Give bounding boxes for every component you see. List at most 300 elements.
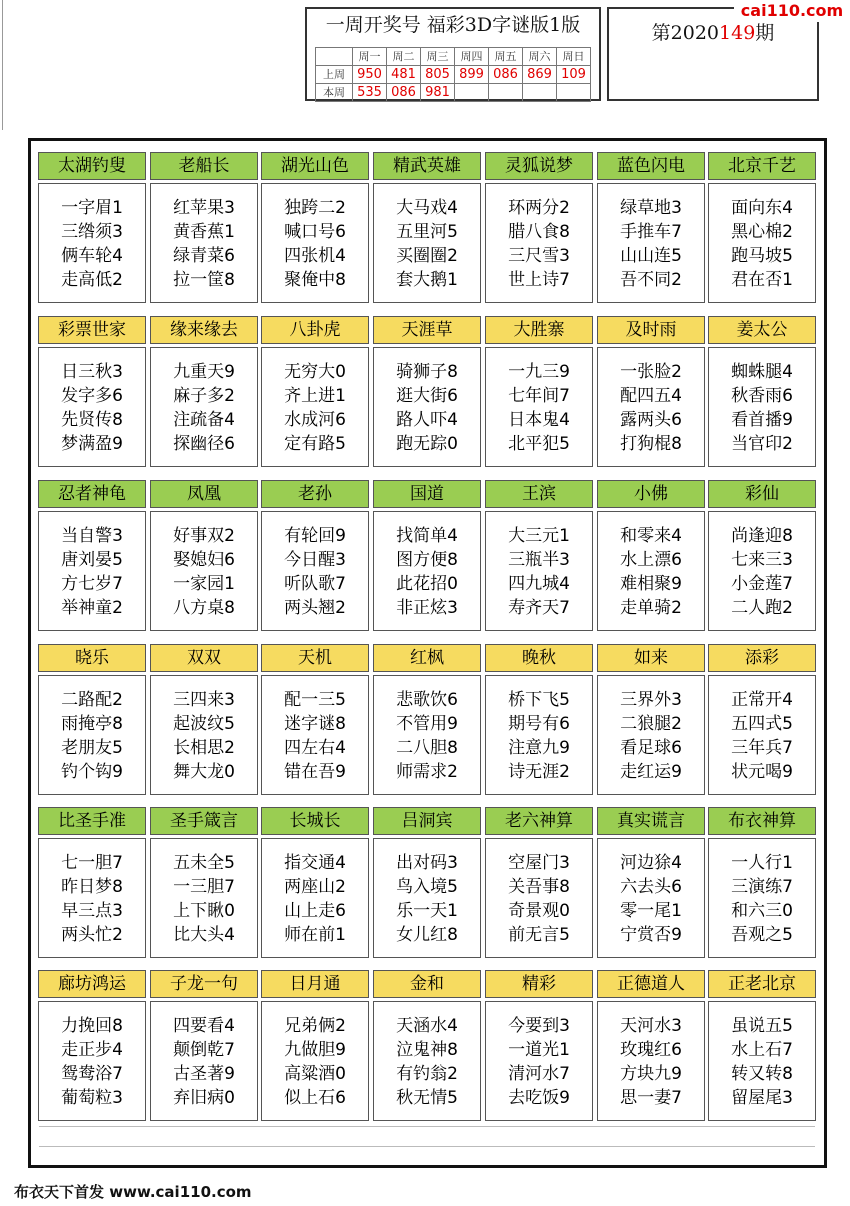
riddle-card-body bbox=[261, 675, 369, 795]
riddle-line: 期号有6 bbox=[508, 714, 570, 734]
riddle-line: 宁赏否9 bbox=[620, 925, 682, 945]
riddle-card-body bbox=[708, 183, 816, 303]
riddle-line: 难相聚9 bbox=[620, 574, 682, 594]
riddle-line: 留屋尾3 bbox=[731, 1088, 793, 1108]
riddle-card bbox=[373, 644, 481, 795]
riddle-card-title: 天涯草 bbox=[373, 316, 481, 344]
riddle-line: 七一胆7 bbox=[61, 853, 123, 873]
riddle-line: 当官印2 bbox=[731, 434, 793, 454]
riddle-card-body bbox=[485, 183, 593, 303]
riddle-line: 三界外3 bbox=[620, 690, 682, 710]
riddle-line: 买圈圈2 bbox=[396, 246, 458, 266]
riddle-card bbox=[38, 480, 146, 631]
riddle-card bbox=[485, 807, 593, 958]
riddle-card bbox=[150, 316, 258, 467]
riddle-line: 蜘蛛腿4 bbox=[731, 362, 793, 382]
riddle-card bbox=[597, 644, 705, 795]
riddle-card bbox=[708, 152, 816, 303]
riddle-card bbox=[38, 970, 146, 1121]
riddle-card-title: 长城长 bbox=[261, 807, 369, 835]
draw-number: 086 bbox=[489, 66, 523, 84]
riddle-line: 有钓翁2 bbox=[396, 1064, 458, 1084]
riddle-card bbox=[708, 807, 816, 958]
riddle-line: 雨掩亭8 bbox=[61, 714, 123, 734]
riddle-line: 拉一筐8 bbox=[173, 270, 235, 290]
riddle-line: 高粱酒0 bbox=[284, 1064, 346, 1084]
riddle-line: 配四五4 bbox=[620, 386, 682, 406]
riddle-card-body bbox=[261, 511, 369, 631]
riddle-card-title: 如来 bbox=[597, 644, 705, 672]
draw-number: 899 bbox=[455, 66, 489, 84]
riddle-line: 聚俺中8 bbox=[284, 270, 346, 290]
riddle-line: 娶媳妇6 bbox=[173, 550, 235, 570]
riddle-card bbox=[150, 970, 258, 1121]
riddle-line: 走正步4 bbox=[61, 1040, 123, 1060]
riddle-line: 去吃饭9 bbox=[508, 1088, 570, 1108]
riddle-card-body bbox=[150, 183, 258, 303]
riddle-line: 二狼腿2 bbox=[620, 714, 682, 734]
day-cell: 周四 bbox=[455, 48, 489, 66]
riddle-card bbox=[261, 480, 369, 631]
riddle-card-body bbox=[373, 675, 481, 795]
riddle-card-body bbox=[597, 511, 705, 631]
riddle-line: 日本鬼4 bbox=[508, 410, 570, 430]
riddle-card-title: 添彩 bbox=[708, 644, 816, 672]
weekly-draw-box bbox=[305, 7, 601, 101]
riddle-line: 三演练7 bbox=[731, 877, 793, 897]
riddle-line: 天涵水4 bbox=[396, 1016, 458, 1036]
riddle-card bbox=[708, 644, 816, 795]
riddle-line: 四张机4 bbox=[284, 246, 346, 266]
riddle-card-title: 太湖钓叟 bbox=[38, 152, 146, 180]
weekly-draw-table bbox=[315, 47, 591, 102]
riddle-line: 套大鹅1 bbox=[396, 270, 458, 290]
riddle-line: 麻子多2 bbox=[173, 386, 235, 406]
riddle-card-body bbox=[485, 675, 593, 795]
riddle-card-body bbox=[597, 347, 705, 467]
riddle-card-body bbox=[261, 347, 369, 467]
riddle-line: 看足球6 bbox=[620, 738, 682, 758]
riddle-card-title: 湖光山色 bbox=[261, 152, 369, 180]
riddle-card-body bbox=[150, 675, 258, 795]
riddle-line: 九做胆9 bbox=[284, 1040, 346, 1060]
issue-number-text bbox=[609, 21, 817, 45]
riddle-line: 思一妻7 bbox=[620, 1088, 682, 1108]
riddle-card-body bbox=[150, 347, 258, 467]
issue-suffix: 期 bbox=[755, 22, 775, 44]
draw-number: 086 bbox=[387, 84, 421, 102]
riddle-line: 迷字谜8 bbox=[284, 714, 346, 734]
draw-number bbox=[523, 84, 557, 102]
riddle-card-title: 老船长 bbox=[150, 152, 258, 180]
this-week-label: 本周 bbox=[316, 84, 353, 102]
riddle-line: 世上诗7 bbox=[508, 270, 570, 290]
riddle-line: 上下瞅0 bbox=[173, 901, 235, 921]
riddle-card-body bbox=[38, 183, 146, 303]
riddle-card-body bbox=[150, 1001, 258, 1121]
riddle-line: 三四来3 bbox=[173, 690, 235, 710]
riddle-card-body bbox=[708, 838, 816, 958]
riddle-line: 走单骑2 bbox=[620, 598, 682, 618]
riddle-line: 尚逢迎8 bbox=[731, 526, 793, 546]
riddle-card bbox=[485, 970, 593, 1121]
riddle-line: 无穷大0 bbox=[284, 362, 346, 382]
riddle-grid-frame bbox=[28, 138, 827, 1168]
day-cell: 周二 bbox=[387, 48, 421, 66]
riddle-card-body bbox=[708, 1001, 816, 1121]
riddle-card bbox=[373, 807, 481, 958]
riddle-card bbox=[373, 152, 481, 303]
riddle-line: 骑狮子8 bbox=[396, 362, 458, 382]
riddle-card-body bbox=[373, 1001, 481, 1121]
riddle-card-body bbox=[485, 511, 593, 631]
riddle-line: 手推车7 bbox=[620, 222, 682, 242]
riddle-line: 君在否1 bbox=[731, 270, 793, 290]
riddle-card-body bbox=[261, 183, 369, 303]
riddle-card-body bbox=[485, 347, 593, 467]
riddle-line: 九重天9 bbox=[173, 362, 235, 382]
riddle-card-body bbox=[38, 1001, 146, 1121]
riddle-line: 空屋门3 bbox=[508, 853, 570, 873]
riddle-line: 小金莲7 bbox=[731, 574, 793, 594]
riddle-line: 泣鬼神8 bbox=[396, 1040, 458, 1060]
riddle-line: 鸳鸯浴7 bbox=[61, 1064, 123, 1084]
riddle-card bbox=[597, 480, 705, 631]
riddle-line: 不管用9 bbox=[396, 714, 458, 734]
riddle-line: 弃旧病0 bbox=[173, 1088, 235, 1108]
day-header-row bbox=[316, 48, 591, 66]
riddle-line: 一道光1 bbox=[508, 1040, 570, 1060]
riddle-card bbox=[38, 807, 146, 958]
riddle-line: 寿齐天7 bbox=[508, 598, 570, 618]
riddle-line: 跑无踪0 bbox=[396, 434, 458, 454]
riddle-card-body bbox=[38, 347, 146, 467]
riddle-line: 探幽径6 bbox=[173, 434, 235, 454]
draw-number bbox=[557, 84, 591, 102]
riddle-line: 秋无情5 bbox=[396, 1088, 458, 1108]
riddle-line: 诗无涯2 bbox=[508, 762, 570, 782]
riddle-line: 转又转8 bbox=[731, 1064, 793, 1084]
riddle-card bbox=[261, 316, 369, 467]
rule-line bbox=[39, 1146, 815, 1147]
riddle-line: 乐一天1 bbox=[396, 901, 458, 921]
riddle-card bbox=[373, 480, 481, 631]
riddle-line: 八方桌8 bbox=[173, 598, 235, 618]
riddle-card-body bbox=[708, 347, 816, 467]
riddle-card bbox=[485, 152, 593, 303]
riddle-line: 配一三5 bbox=[284, 690, 346, 710]
riddle-line: 五里河5 bbox=[396, 222, 458, 242]
riddle-line: 三绺须3 bbox=[61, 222, 123, 242]
riddle-line: 错在吾9 bbox=[284, 762, 346, 782]
riddle-line: 此花招0 bbox=[396, 574, 458, 594]
riddle-line: 黄香蕉1 bbox=[173, 222, 235, 242]
riddle-line: 绿青菜6 bbox=[173, 246, 235, 266]
riddle-card-title: 日月通 bbox=[261, 970, 369, 998]
riddle-card-title: 大胜寨 bbox=[485, 316, 593, 344]
riddle-card bbox=[485, 316, 593, 467]
riddle-card-body bbox=[597, 183, 705, 303]
draw-number bbox=[455, 84, 489, 102]
riddle-card-title: 吕洞宾 bbox=[373, 807, 481, 835]
riddle-line: 唐刘晏5 bbox=[61, 550, 123, 570]
riddle-card-title: 金和 bbox=[373, 970, 481, 998]
riddle-card-title: 天机 bbox=[261, 644, 369, 672]
riddle-card-title: 灵狐说梦 bbox=[485, 152, 593, 180]
riddle-card bbox=[150, 807, 258, 958]
riddle-line: 五未全5 bbox=[173, 853, 235, 873]
draw-number: 950 bbox=[353, 66, 387, 84]
riddle-card bbox=[261, 152, 369, 303]
riddle-line: 天河水3 bbox=[620, 1016, 682, 1036]
riddle-line: 听队歌7 bbox=[284, 574, 346, 594]
riddle-line: 图方便8 bbox=[396, 550, 458, 570]
riddle-card-body bbox=[373, 183, 481, 303]
rule-line bbox=[39, 1126, 815, 1127]
riddle-line: 露两头6 bbox=[620, 410, 682, 430]
riddle-line: 打狗棍8 bbox=[620, 434, 682, 454]
riddle-card-title: 缘来缘去 bbox=[150, 316, 258, 344]
riddle-card-title: 晚秋 bbox=[485, 644, 593, 672]
riddle-line: 二八胆8 bbox=[396, 738, 458, 758]
riddle-line: 一九三9 bbox=[508, 362, 570, 382]
riddle-line: 一三胆7 bbox=[173, 877, 235, 897]
riddle-card-title: 廊坊鸿运 bbox=[38, 970, 146, 998]
riddle-line: 独跨二2 bbox=[284, 198, 346, 218]
riddle-card-body bbox=[150, 511, 258, 631]
riddle-line: 一人行1 bbox=[731, 853, 793, 873]
site-logo[interactable]: cai110.com bbox=[734, 0, 850, 22]
riddle-card-body bbox=[485, 838, 593, 958]
riddle-card-title: 布衣神算 bbox=[708, 807, 816, 835]
riddle-card bbox=[38, 316, 146, 467]
riddle-line: 三瓶半3 bbox=[508, 550, 570, 570]
riddle-line: 兄弟俩2 bbox=[284, 1016, 346, 1036]
riddle-line: 两座山2 bbox=[284, 877, 346, 897]
riddle-line: 发字多6 bbox=[61, 386, 123, 406]
draw-number: 981 bbox=[421, 84, 455, 102]
riddle-line: 五四式5 bbox=[731, 714, 793, 734]
riddle-card bbox=[597, 152, 705, 303]
riddle-line: 七来三3 bbox=[731, 550, 793, 570]
riddle-card-body bbox=[38, 838, 146, 958]
riddle-line: 二人跑2 bbox=[731, 598, 793, 618]
riddle-card-title: 精彩 bbox=[485, 970, 593, 998]
riddle-line: 吾观之5 bbox=[731, 925, 793, 945]
riddle-line: 清河水7 bbox=[508, 1064, 570, 1084]
riddle-line: 黑心棉2 bbox=[731, 222, 793, 242]
riddle-card-body bbox=[708, 511, 816, 631]
draw-number: 869 bbox=[523, 66, 557, 84]
riddle-line: 颠倒乾7 bbox=[173, 1040, 235, 1060]
riddle-line: 长相思2 bbox=[173, 738, 235, 758]
riddle-line: 山山连5 bbox=[620, 246, 682, 266]
riddle-card-title: 忍者神龟 bbox=[38, 480, 146, 508]
riddle-card-title: 红枫 bbox=[373, 644, 481, 672]
riddle-line: 三尺雪3 bbox=[508, 246, 570, 266]
riddle-line: 当自警3 bbox=[61, 526, 123, 546]
riddle-line: 悲歌饮6 bbox=[396, 690, 458, 710]
riddle-card-body bbox=[150, 838, 258, 958]
riddle-line: 绿草地3 bbox=[620, 198, 682, 218]
riddle-card bbox=[261, 644, 369, 795]
day-cell: 周三 bbox=[421, 48, 455, 66]
riddle-line: 今要到3 bbox=[508, 1016, 570, 1036]
riddle-line: 红苹果3 bbox=[173, 198, 235, 218]
issue-number: 149 bbox=[719, 22, 756, 44]
this-week-row bbox=[316, 84, 591, 102]
footer-text: 布衣天下首发 www.cai110.com bbox=[14, 1183, 252, 1201]
riddle-line: 今日醒3 bbox=[284, 550, 346, 570]
riddle-line: 力挽回8 bbox=[61, 1016, 123, 1036]
riddle-line: 找简单4 bbox=[396, 526, 458, 546]
riddle-card-body bbox=[373, 838, 481, 958]
riddle-card-title: 正老北京 bbox=[708, 970, 816, 998]
riddle-line: 四九城4 bbox=[508, 574, 570, 594]
riddle-line: 吾不同2 bbox=[620, 270, 682, 290]
riddle-card-body bbox=[597, 675, 705, 795]
riddle-card-title: 老孙 bbox=[261, 480, 369, 508]
riddle-line: 一张脸2 bbox=[620, 362, 682, 382]
day-cell: 周六 bbox=[523, 48, 557, 66]
riddle-card-title: 比圣手准 bbox=[38, 807, 146, 835]
riddle-line: 路人吓4 bbox=[396, 410, 458, 430]
riddle-card bbox=[261, 970, 369, 1121]
riddle-line: 起波纹5 bbox=[173, 714, 235, 734]
riddle-line: 方七岁7 bbox=[61, 574, 123, 594]
riddle-card-body bbox=[597, 838, 705, 958]
riddle-card-body bbox=[38, 675, 146, 795]
last-week-label: 上周 bbox=[316, 66, 353, 84]
riddle-line: 注疏备4 bbox=[173, 410, 235, 430]
issue-prefix: 第2020 bbox=[651, 22, 720, 44]
riddle-card bbox=[597, 970, 705, 1121]
riddle-card-body bbox=[373, 347, 481, 467]
riddle-line: 腊八食8 bbox=[508, 222, 570, 242]
riddle-card-title: 真实谎言 bbox=[597, 807, 705, 835]
riddle-card-title: 子龙一句 bbox=[150, 970, 258, 998]
draw-number: 535 bbox=[353, 84, 387, 102]
riddle-line: 看首播9 bbox=[731, 410, 793, 430]
riddle-line: 齐上进1 bbox=[284, 386, 346, 406]
riddle-line: 四左右4 bbox=[284, 738, 346, 758]
left-edge-line bbox=[2, 0, 3, 130]
riddle-card-body bbox=[597, 1001, 705, 1121]
day-cell: 周日 bbox=[557, 48, 591, 66]
riddle-card-title: 及时雨 bbox=[597, 316, 705, 344]
riddle-card bbox=[150, 480, 258, 631]
riddle-line: 水上石7 bbox=[731, 1040, 793, 1060]
riddle-card-body bbox=[38, 511, 146, 631]
riddle-card-body bbox=[373, 511, 481, 631]
riddle-line: 葡萄粒3 bbox=[61, 1088, 123, 1108]
riddle-card bbox=[708, 316, 816, 467]
riddle-line: 梦满盈9 bbox=[61, 434, 123, 454]
riddle-card-title: 姜太公 bbox=[708, 316, 816, 344]
riddle-card-title: 八卦虎 bbox=[261, 316, 369, 344]
riddle-line: 前无言5 bbox=[508, 925, 570, 945]
riddle-line: 钓个钩9 bbox=[61, 762, 123, 782]
riddle-line: 二路配2 bbox=[61, 690, 123, 710]
weekly-draw-title: 一周开奖号 福彩3D字谜版1版 bbox=[325, 14, 581, 36]
riddle-card-title: 凤凰 bbox=[150, 480, 258, 508]
riddle-line: 指交通4 bbox=[284, 853, 346, 873]
riddle-line: 奇景观0 bbox=[508, 901, 570, 921]
riddle-card bbox=[38, 152, 146, 303]
riddle-card-title: 正德道人 bbox=[597, 970, 705, 998]
day-cell: 周一 bbox=[353, 48, 387, 66]
riddle-line: 状元喝9 bbox=[731, 762, 793, 782]
riddle-line: 关吾事8 bbox=[508, 877, 570, 897]
riddle-line: 俩车轮4 bbox=[61, 246, 123, 266]
riddle-card-body bbox=[261, 1001, 369, 1121]
riddle-line: 师需求2 bbox=[396, 762, 458, 782]
riddle-line: 逛大街6 bbox=[396, 386, 458, 406]
riddle-card bbox=[373, 316, 481, 467]
riddle-line: 比大头4 bbox=[173, 925, 235, 945]
riddle-card bbox=[597, 807, 705, 958]
riddle-line: 秋香雨6 bbox=[731, 386, 793, 406]
riddle-card bbox=[150, 644, 258, 795]
riddle-card bbox=[373, 970, 481, 1121]
riddle-card-title: 老六神算 bbox=[485, 807, 593, 835]
riddle-line: 大三元1 bbox=[508, 526, 570, 546]
riddle-line: 两头忙2 bbox=[61, 925, 123, 945]
riddle-card bbox=[708, 480, 816, 631]
riddle-line: 方块九9 bbox=[620, 1064, 682, 1084]
riddle-line: 大马戏4 bbox=[396, 198, 458, 218]
riddle-line: 面向东4 bbox=[731, 198, 793, 218]
riddle-line: 非正炫3 bbox=[396, 598, 458, 618]
riddle-line: 桥下飞5 bbox=[508, 690, 570, 710]
riddle-line: 有轮回9 bbox=[284, 526, 346, 546]
riddle-line: 古圣著9 bbox=[173, 1064, 235, 1084]
riddle-line: 走高低2 bbox=[61, 270, 123, 290]
riddle-line: 女儿红8 bbox=[396, 925, 458, 945]
riddle-line: 似上石6 bbox=[284, 1088, 346, 1108]
riddle-line: 北平犯5 bbox=[508, 434, 570, 454]
riddle-line: 昨日梦8 bbox=[61, 877, 123, 897]
riddle-line: 走红运9 bbox=[620, 762, 682, 782]
riddle-card-title: 双双 bbox=[150, 644, 258, 672]
riddle-card-title: 彩票世家 bbox=[38, 316, 146, 344]
riddle-card-title: 国道 bbox=[373, 480, 481, 508]
riddle-card bbox=[150, 152, 258, 303]
riddle-line: 水成河6 bbox=[284, 410, 346, 430]
riddle-line: 举神童2 bbox=[61, 598, 123, 618]
riddle-line: 河边狳4 bbox=[620, 853, 682, 873]
riddle-card-title: 北京千艺 bbox=[708, 152, 816, 180]
riddle-card-title: 圣手箴言 bbox=[150, 807, 258, 835]
riddle-card bbox=[485, 480, 593, 631]
riddle-line: 水上漂6 bbox=[620, 550, 682, 570]
riddle-line: 好事双2 bbox=[173, 526, 235, 546]
riddle-card bbox=[261, 807, 369, 958]
riddle-line: 四要看4 bbox=[173, 1016, 235, 1036]
riddle-card-title: 小佛 bbox=[597, 480, 705, 508]
riddle-line: 和零来4 bbox=[620, 526, 682, 546]
riddle-card-body bbox=[708, 675, 816, 795]
draw-number: 805 bbox=[421, 66, 455, 84]
riddle-line: 一家园1 bbox=[173, 574, 235, 594]
riddle-line: 一字眉1 bbox=[61, 198, 123, 218]
riddle-line: 老朋友5 bbox=[61, 738, 123, 758]
riddle-card bbox=[708, 970, 816, 1121]
riddle-line: 零一尾1 bbox=[620, 901, 682, 921]
riddle-card bbox=[597, 316, 705, 467]
draw-number: 109 bbox=[557, 66, 591, 84]
draw-number bbox=[489, 84, 523, 102]
